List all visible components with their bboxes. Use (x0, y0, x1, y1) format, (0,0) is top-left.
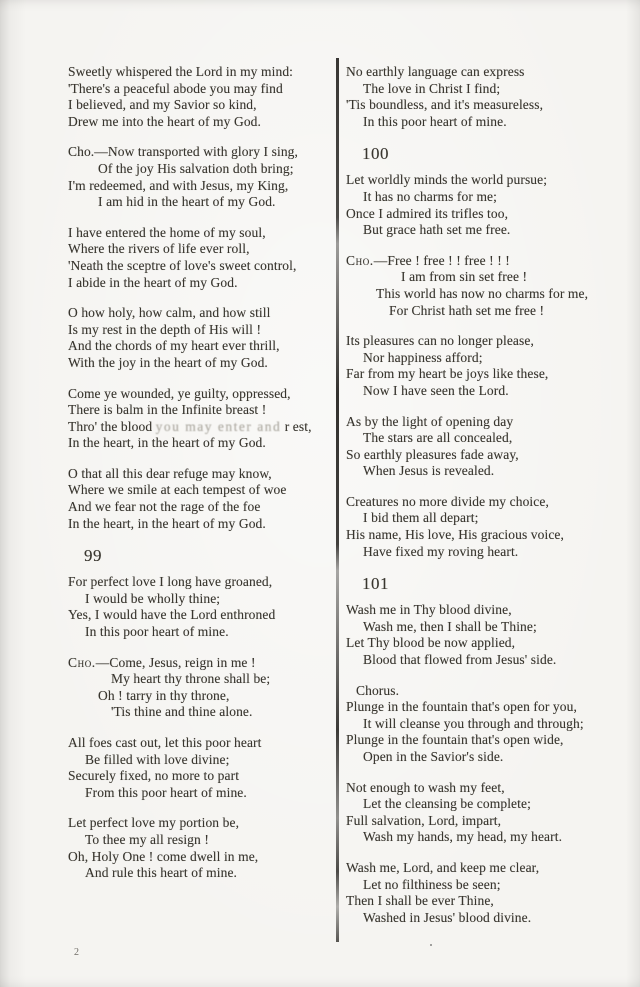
hymn-line: Blood that flowed from Jesus' side. (363, 652, 557, 668)
faded-text: you may enter and (155, 418, 282, 434)
verse-stanza (346, 494, 636, 560)
hymn-line: Open in the Savior's side. (363, 749, 504, 764)
column-divider-rule (336, 58, 339, 942)
chorus-abbrev: Cho. (68, 654, 96, 670)
hymn-line: Securely fixed, no more to part (68, 768, 240, 784)
line-text: Thro' the blood (68, 418, 156, 434)
chorus-stanza (68, 144, 334, 210)
hymn-line: My heart thy throne shall be; (111, 671, 271, 687)
hymn-line: As by the light of opening day (346, 413, 514, 429)
hymn-line: I would be wholly thine; (85, 590, 221, 606)
hymn-line: 'There's a peaceful abode you may find (68, 80, 283, 96)
hymn-line: Be filled with love divine; (85, 751, 230, 767)
hymn-line: Once I admired its trifles too, (346, 205, 509, 221)
hymn-line (68, 655, 334, 672)
hymn-line: Let worldly minds the world pursue; (346, 172, 548, 188)
hymn-line (68, 144, 334, 161)
chorus-abbrev: Cho. (346, 252, 374, 268)
hymn-line: And the chords of my heart ever thrill, (68, 338, 280, 354)
hymn-line: The love in Christ I find; (363, 80, 501, 96)
verse-stanza (346, 414, 636, 480)
verse-stanza (68, 466, 334, 532)
hymn-line: So earthly pleasures fade away, (346, 446, 519, 462)
hymn-line: But grace hath set me free. (363, 222, 511, 238)
hymn-line: I am from sin set free ! (401, 269, 528, 285)
hymn-line: Where the rivers of life ever roll, (68, 241, 250, 257)
hymn-line: Wash me in Thy blood divine, (346, 602, 512, 618)
hymn-line: Far from my heart be joys like these, (346, 366, 549, 382)
hymn-line: Then I shall be ever Thine, (346, 893, 494, 909)
hymn-line: Not enough to wash my feet, (346, 779, 505, 795)
verse-stanza (68, 64, 334, 130)
line-text: Cho. (68, 144, 95, 160)
chorus-stanza (346, 253, 636, 319)
line-text: —Come, Jesus, reign in me ! (95, 654, 256, 670)
hymn-line: Oh, Holy One ! come dwell in me, (68, 848, 259, 864)
hymn-line: Now I have seen the Lord. (363, 382, 509, 398)
hymn-line: There is balm in the Infinite breast ! (68, 402, 267, 418)
hymn-line (346, 253, 636, 270)
verse-stanza (68, 225, 334, 291)
line-text: r est, (281, 418, 312, 434)
hymn-line: Nor happiness afford; (363, 349, 483, 365)
hymn-line: Plunge in the fountain that's open for you, (346, 699, 577, 715)
hymn-line: O how holy, how calm, and how still (68, 305, 271, 321)
hymn-line: Plunge in the fountain that's open wide, (346, 732, 564, 748)
verse-stanza (68, 735, 334, 801)
chorus-stanza (68, 655, 334, 721)
hymn-line: 'Neath the sceptre of love's sweet control, (68, 257, 297, 273)
left-column (68, 64, 334, 896)
hymn-line: I am hid in the heart of my God. (98, 194, 276, 210)
hymn-line: Is my rest in the depth of His will ! (68, 321, 262, 337)
hymn-line: I'm redeemed, and with Jesus, my King, (68, 177, 289, 193)
verse-stanza (346, 172, 636, 238)
hymn-number: 100 (362, 144, 389, 164)
hymn-line: In the heart, in the heart of my God. (68, 435, 266, 451)
hymn-line: Creatures no more divide my choice, (346, 493, 549, 509)
hymn-line: The stars are all concealed, (363, 430, 513, 446)
hymn-line: This world has now no charms for me, (376, 285, 589, 301)
hymn-line: His name, His love, His gracious voice, (346, 527, 564, 543)
hymn-line: Sweetly whispered the Lord in my mind: (68, 64, 294, 79)
hymn-line: In this poor heart of mine. (85, 624, 229, 640)
hymn-line: I believed, and my Savior so kind, (68, 97, 257, 113)
hymn-line: It has no charms for me; (363, 188, 497, 204)
hymn-line: And rule this heart of mine. (85, 865, 238, 881)
hymn-line: All foes cast out, let this poor heart (68, 735, 262, 750)
hymn-line: Wash me, then I shall be Thine; (363, 618, 537, 634)
hymn-line: I abide in the heart of my God. (68, 274, 238, 290)
hymn-line: When Jesus is revealed. (363, 463, 495, 479)
hymn-line: Oh ! tarry in thy throne, (98, 687, 230, 703)
hymn-line: Of the joy His salvation doth bring; (98, 160, 294, 176)
hymn-line: It will cleanse you through and through; (363, 715, 584, 731)
right-column (346, 64, 636, 940)
hymn-line: In the heart, in the heart of my God. (68, 515, 266, 531)
verse-stanza (346, 64, 636, 130)
hymn-line: In this poor heart of mine. (363, 113, 507, 129)
hymn-line: For perfect love I long have groaned, (68, 574, 273, 590)
verse-stanza (346, 780, 636, 846)
hymn-line: Wash my hands, my head, my heart. (363, 829, 563, 845)
verse-stanza (346, 333, 636, 399)
hymn-line: Let Thy blood be now applied, (346, 635, 516, 651)
hymn-line: Let the cleansing be complete; (363, 796, 531, 812)
hymn-line: From this poor heart of mine. (85, 784, 247, 800)
hymn-line: I bid them all depart; (363, 510, 479, 526)
hymn-line: To thee my all resign ! (85, 831, 209, 847)
hymn-line: No earthly language can express (346, 64, 525, 79)
hymn-number: 101 (362, 574, 389, 594)
hymn-line: Have fixed my roving heart. (363, 543, 519, 559)
verse-stanza (68, 574, 334, 640)
chorus-label: Chorus. (356, 682, 400, 698)
verse-stanza (346, 860, 636, 926)
line-text: —Free ! free ! ! free ! ! ! (373, 252, 510, 268)
hymn-line: Its pleasures can no longer please, (346, 333, 534, 349)
verse-stanza (346, 602, 636, 668)
verse-stanza (68, 815, 334, 881)
hymn-line: I have entered the home of my soul, (68, 224, 266, 240)
hymn-line: O that all this dear refuge may know, (68, 465, 272, 481)
ink-speck (430, 944, 432, 946)
hymn-line: Wash me, Lord, and keep me clear, (346, 859, 540, 875)
hymn-line (68, 419, 334, 436)
hymn-line: 'Tis boundless, and it's measureless, (346, 97, 544, 113)
hymn-line: 'Tis thine and thine alone. (111, 704, 253, 720)
hymn-number: 99 (84, 546, 102, 566)
hymn-line: Where we smile at each tempest of woe (68, 482, 287, 498)
hymn-line: Let no filthiness be seen; (363, 876, 501, 892)
verse-stanza (68, 386, 334, 452)
hymn-line: For Christ hath set me free ! (389, 302, 545, 318)
line-text: —Now transported with glory I sing, (94, 144, 299, 160)
hymn-line: Full salvation, Lord, impart, (346, 812, 502, 828)
hymn-line: With the joy in the heart of my God. (68, 354, 268, 370)
hymn-line: Let perfect love my portion be, (68, 815, 240, 831)
hymn-line: Drew me into the heart of my God. (68, 113, 261, 129)
hymn-line: Yes, I would have the Lord enthroned (68, 607, 276, 623)
hymn-line: Come ye wounded, ye guilty, oppressed, (68, 385, 291, 401)
hymn-line: And we fear not the rage of the foe (68, 499, 261, 515)
hymn-line: Washed in Jesus' blood divine. (363, 909, 532, 925)
chorus-stanza (346, 683, 636, 766)
signature-mark: 2 (74, 947, 79, 958)
verse-stanza (68, 305, 334, 371)
